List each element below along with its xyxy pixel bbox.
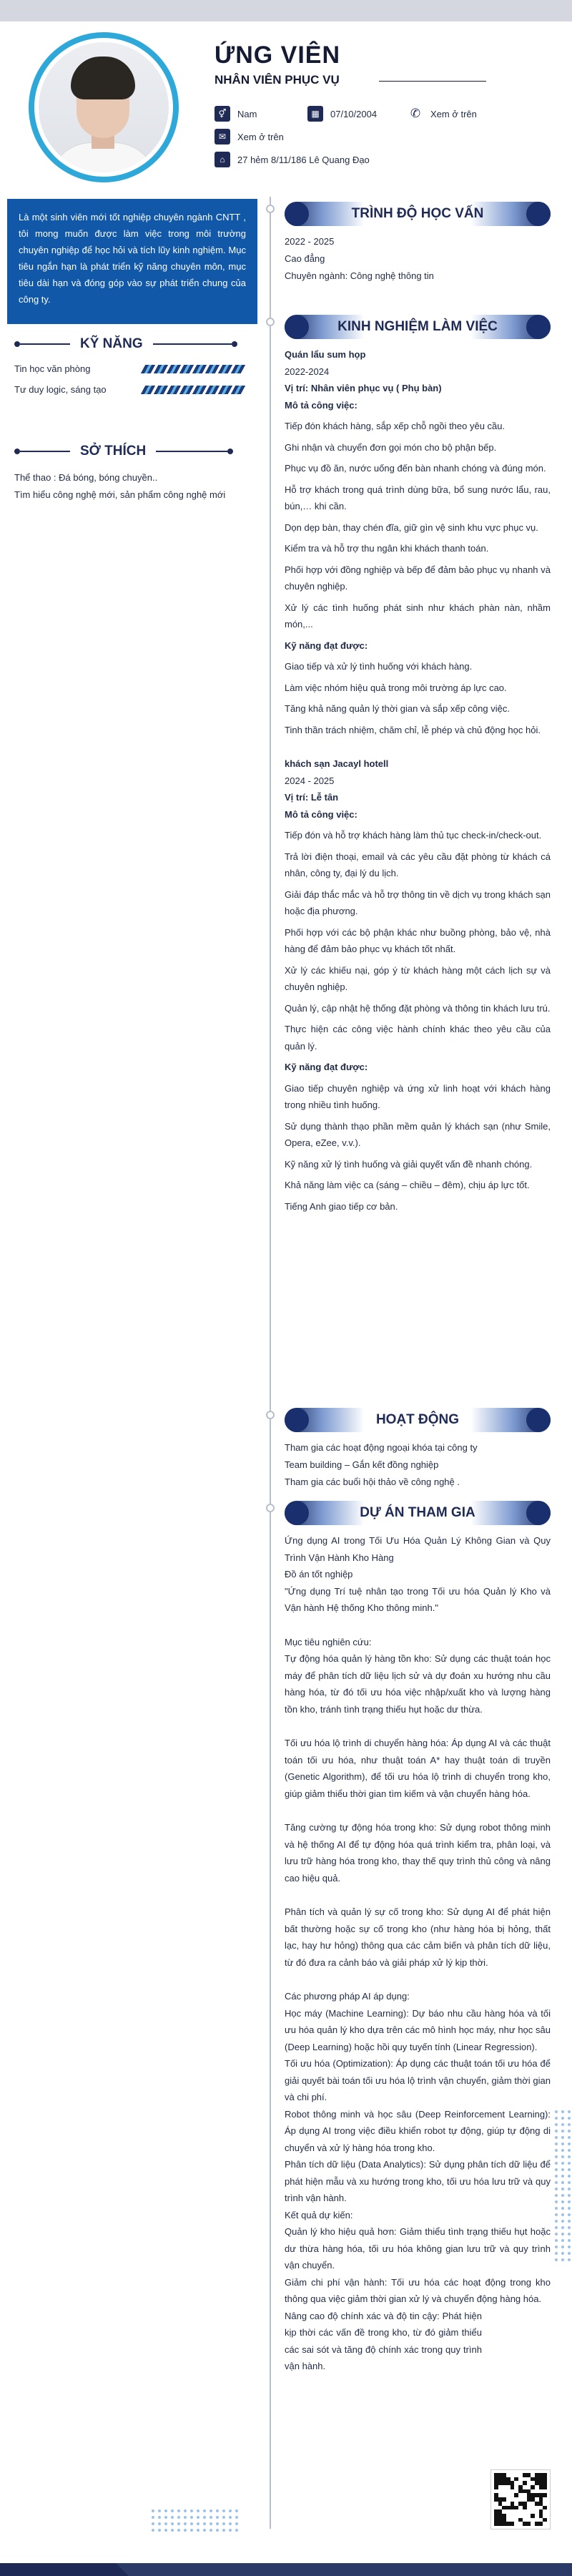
result-item: Nâng cao độ chính xác và độ tin cậy: Phát hiện kịp thời các vấn đề trong kho, từ đó giảm thiểu các sai sót và tăng độ chính xác trong quy trình vận hành. (285, 2310, 482, 2371)
timeline (270, 197, 271, 2529)
mail-icon: ✉ (214, 129, 230, 145)
hobbies-heading (14, 444, 233, 459)
gender-value: Nam (237, 108, 257, 119)
duty-item: Tiếp đón và hỗ trợ khách hàng làm thủ tục check-in/check-out. (285, 830, 542, 841)
duty-item: Hỗ trợ khách trong quá trình dùng bữa, bổ sung nước lẩu, rau, bún,… khi cần. (285, 484, 551, 511)
goals-label: Mục tiêu nghiên cứu: (285, 1636, 372, 1647)
skill-gained-item: Tiếng Anh giao tiếp cơ bản. (285, 1200, 398, 1212)
duty-item: Quản lý, cập nhật hệ thống đặt phòng và thông tin khách lưu trú. (285, 1002, 551, 1014)
decorative-dots (152, 2509, 238, 2532)
duty-item: Phục vụ đồ ăn, nước uống đến bàn nhanh chóng và đúng món. (285, 463, 546, 474)
calendar-icon: ▦ (307, 106, 323, 122)
duty-item: Giải đáp thắc mắc và hỗ trợ thông tin về dịch vụ trong khách sạn hoặc địa phương. (285, 888, 551, 916)
hobby-item: Thể thao : Đá bóng, bóng chuyền.. (14, 472, 158, 483)
education-banner (285, 202, 551, 226)
activities-banner (285, 1408, 551, 1432)
title-divider (379, 81, 486, 82)
method-item: Phân tích dữ liệu (Data Analytics): Sử dụng phân tích dữ liệu để phát hiện mẫu và xu hướng trong kho, tối ưu hóa lưu trữ và quy trình vận hành. (285, 2159, 551, 2203)
duty-item: Thực hiện các công việc hành chính khác theo yêu cầu của quản lý. (285, 1024, 551, 1052)
activity-item: Team building – Gắn kết đồng nghiệp (285, 1459, 439, 1470)
phone-icon: ✆ (410, 107, 421, 120)
hobbies-title: SỞ THÍCH (80, 444, 147, 459)
job-title: NHÂN VIÊN PHỤC VỤ (214, 73, 340, 87)
duty-item: Kiểm tra và hỗ trợ thu ngân khi khách thanh toán. (285, 543, 489, 554)
address-row (214, 152, 370, 167)
gender-icon: ⚥ (214, 106, 230, 122)
activities-title: HOẠT ĐỘNG (375, 1412, 460, 1427)
method-item: Học máy (Machine Learning): Dự báo nhu cầu hàng hóa và tối ưu hóa quản lý kho dựa trên các mô hình học máy, như học sâu (Deep Learning) hoặc hồi quy tuyến tính (Linear Regression). (285, 2007, 551, 2052)
goal-item: Phân tích và quản lý sự cố trong kho: Sử dụng AI để phát hiện bất thường hoặc sự cố trong kho (như hàng hóa bị hỏng, thất lạc, hay hư hỏng) thông qua các cảm biến và phân tích dữ liệu, từ đó đưa ra cảnh báo và giải pháp xử lý kịp thời. (285, 1906, 551, 1968)
duty-item: Ghi nhận và chuyển đơn gọi món cho bộ phận bếp. (285, 441, 497, 453)
goal-item: Tăng cường tự động hóa trong kho: Sử dụng robot thông minh và hệ thống AI để tự động hóa quá trình kiểm tra, phân loại, và lưu trữ hàng hóa trong kho, thay thế quy trình thủ công và nâng cao hiệu quả. (285, 1822, 551, 1884)
method-item: Robot thông minh và học sâu (Deep Reinforcement Learning): Áp dụng AI trong việc điều khiển robot tự động, giúp tự động di chuyển và xử lý hàng hóa trong kho. (285, 2108, 551, 2153)
top-strip (0, 0, 572, 21)
duty-item: Tiếp đón khách hàng, sắp xếp chỗ ngồi theo yêu cầu. (285, 421, 506, 431)
company-name: Quán lẩu sum họp (285, 349, 366, 360)
gender-row (214, 106, 257, 122)
duty-item: Dọn dẹp bàn, thay chén đĩa, giữ gìn vệ sinh khu vực phục vụ. (285, 521, 538, 533)
skills-gained-label: Kỹ năng đạt được: (285, 1062, 368, 1072)
project-name: Ứng dụng AI trong Tối Ưu Hóa Quản Lý Không Gian và Quy Trình Vận Hành Kho Hàng (285, 1535, 551, 1563)
skill-gained-item: Kỹ năng xử lý tình huống và giải quyết vấn đề nhanh chóng. (285, 1158, 533, 1170)
education-school: Cao đẳng (285, 253, 325, 264)
skill-gained-item: Tăng khả năng quản lý thời gian và sắp xếp công việc. (285, 703, 510, 714)
dob-row (307, 106, 377, 122)
qr-code (490, 2469, 551, 2530)
duties-label: Mô tả công việc: (285, 399, 358, 411)
job-period: 2022-2024 (285, 366, 330, 377)
project-topic: "Ứng dụng Trí tuệ nhân tạo trong Tối ưu hóa Quản lý Kho và Vận hành Hệ thống Kho thông minh." (285, 1585, 551, 1613)
duty-item: Xử lý các khiếu nại, góp ý từ khách hàng một cách lịch sự và chuyên nghiệp. (285, 964, 551, 992)
activity-item: Tham gia các buổi hội thảo về công nghệ . (285, 1476, 460, 1487)
goal-item: Tối ưu hóa lộ trình di chuyển hàng hóa: Áp dụng AI và các thuật toán tối ưu hóa, như thuật toán A* hay thuật toán di truyền (Genetic Algorithm), để tối ưu hóa lộ trình di chuyển trong kho, giúp giảm thiểu thời gian tìm kiếm và vận chuyển hàng hóa. (285, 1738, 551, 1799)
result-item: Giảm chi phí vận hành: Tối ưu hóa các hoạt động trong kho thông qua việc giảm thời gian xử lý và chuyển động hàng hóa. (285, 2276, 551, 2304)
skills-title: KỸ NĂNG (80, 336, 143, 351)
hobby-item: Tìm hiểu công nghệ mới, sản phẩm công nghệ mới (14, 489, 226, 500)
experience-section (285, 346, 551, 1215)
skill-label: Tư duy logic, sáng tạo (14, 384, 107, 395)
activity-item: Tham gia các hoạt động ngoại khóa tại công ty (285, 1442, 478, 1453)
skill-gained-item: Giao tiếp và xử lý tình huống với khách hàng. (285, 661, 473, 672)
method-item: Tối ưu hóa (Optimization): Áp dụng các thuật toán tối ưu hóa để giải quyết bài toán tối ưu hóa lộ trình vận chuyển, giảm thời gian và chi phí. (285, 2058, 551, 2102)
duty-item: Xử lý các tình huống phát sinh như khách phàn nàn, nhầm món,... (285, 602, 551, 630)
experience-banner (285, 315, 551, 339)
skill-gained-item: Tinh thần trách nhiệm, chăm chỉ, lễ phép và chủ động học hỏi. (285, 724, 541, 735)
address-value: 27 hẻm 8/11/186 Lê Quang Đạo (237, 154, 370, 165)
project-type: Đồ án tốt nghiệp (285, 1569, 353, 1580)
activities-section (285, 1439, 551, 1491)
job-period: 2024 - 2025 (285, 775, 335, 786)
email-row (214, 129, 284, 145)
skill-level-bar (143, 365, 243, 373)
summary-box: Là một sinh viên mới tốt nghiệp chuyên ngành CNTT , tôi mong muốn được làm việc trong môi trường chuyên nghiệp để học hỏi và tích lũy kinh nghiệm. Mục tiêu ngắn hạn là phát triển kỹ năng chuyên môn, mục tiêu dài hạn và đóng góp vào sự phát triển chung của công ty. (7, 199, 257, 324)
phone-value: Xem ở trên (430, 108, 477, 119)
skill-gained-item: Giao tiếp chuyên nghiệp và ứng xử linh hoạt với khách hàng trong nhiều tình huống. (285, 1082, 551, 1110)
job-position: Vị trí: Lễ tân (285, 792, 339, 803)
skill-level-bar (143, 386, 243, 394)
methods-label: Các phương pháp AI áp dụng: (285, 1991, 410, 2002)
location-icon: ⌂ (214, 152, 230, 167)
hobbies-list (14, 469, 250, 504)
skill-item (14, 383, 250, 414)
education-title: TRÌNH ĐỘ HỌC VẤN (351, 206, 484, 221)
experience-title: KINH NGHIỆM LÀM VIỆC (337, 319, 498, 334)
projects-section (285, 1532, 551, 2375)
result-item: Quản lý kho hiệu quả hơn: Giảm thiểu tình trạng thiếu hụt hoặc dư thừa hàng hóa, tối ưu hóa không gian lưu trữ và quy trình vận chuyển. (285, 2226, 551, 2271)
candidate-name: ỨNG VIÊN (214, 41, 341, 69)
dob-value: 07/10/2004 (330, 108, 378, 119)
projects-banner (285, 1501, 551, 1525)
education-section (285, 233, 551, 285)
duty-item: Trả lời điện thoại, email và các yêu cầu đặt phòng từ khách cá nhân, công ty, đại lý du lịch. (285, 851, 551, 878)
duty-item: Phối hợp với đồng nghiệp và bếp để đảm bảo phục vụ nhanh và chuyên nghiệp. (285, 564, 551, 592)
duties-label: Mô tả công việc: (285, 808, 358, 820)
skills-heading (14, 336, 237, 352)
skill-label: Tin học văn phòng (14, 363, 91, 374)
avatar (29, 32, 179, 182)
company-name: khách sạn Jacayl hotell (285, 758, 389, 769)
education-major: Chuyên ngành: Công nghệ thông tin (285, 270, 434, 281)
skill-item (14, 362, 250, 378)
skill-gained-item: Làm việc nhóm hiệu quả trong môi trường áp lực cao. (285, 682, 507, 693)
skill-gained-item: Khả năng làm việc ca (sáng – chiều – đêm), chịu áp lực tốt. (285, 1180, 530, 1190)
email-value: Xem ở trên (237, 131, 284, 142)
decorative-dots (555, 2110, 571, 2261)
goal-item: Tự động hóa quản lý hàng tồn kho: Sử dụng các thuật toán học máy để phân tích dữ liệu lịch sử và dự đoán xu hướng nhu cầu hàng hóa, từ đó tối ưu hóa việc nhập/xuất kho và lượng hàng tồn kho, tránh tình trạng thiếu hụt hoặc dư thừa. (285, 1653, 551, 1715)
profile-photo (39, 42, 169, 172)
duty-item: Phối hợp với các bộ phận khác như buồng phòng, bảo vệ, nhà hàng để đảm bảo phục vụ khách tốt nhất. (285, 926, 551, 954)
projects-title: DỰ ÁN THAM GIA (360, 1505, 475, 1520)
education-period: 2022 - 2025 (285, 236, 335, 247)
skills-gained-label: Kỹ năng đạt được: (285, 640, 368, 651)
job-position: Vị trí: Nhân viên phục vụ ( Phụ bàn) (285, 383, 442, 393)
results-label: Kết quả dự kiến: (285, 2209, 353, 2220)
bottom-accent (0, 2563, 129, 2576)
skill-gained-item: Sử dụng thành thạo phần mềm quản lý khách sạn (như Smile, Opera, eZee, v.v.). (285, 1120, 551, 1148)
phone-row (408, 106, 477, 122)
